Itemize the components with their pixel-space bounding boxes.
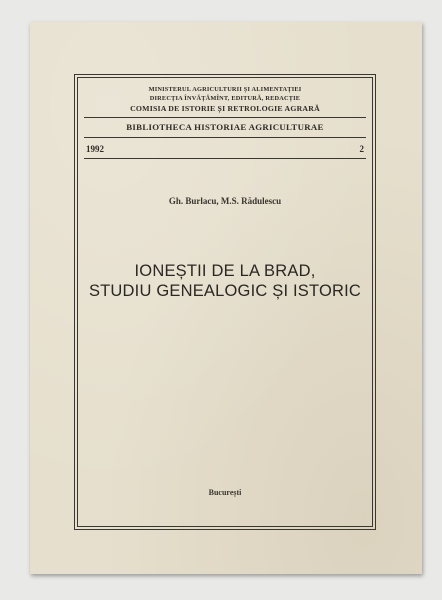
book-title-line-2: STUDIU GENEALOGIC ȘI ISTORIC: [88, 282, 362, 300]
book-title: [78, 261, 372, 301]
book-title-line-1: IONEȘTII DE LA BRAD,: [134, 262, 316, 280]
divider-series: [84, 137, 366, 138]
publisher-department: DIRECȚIA ÎNVĂȚĂMÎNT, EDITURĂ, REDACȚIE: [149, 95, 301, 102]
divider-year: [84, 158, 366, 159]
book-cover: [30, 22, 422, 574]
cover-frame: [74, 74, 376, 530]
publisher-commission: COMISIA DE ISTORIE ȘI RETROLOGIE AGRARĂ: [130, 104, 320, 113]
divider-top: [84, 117, 366, 118]
series-title: BIBLIOTHECA HISTORIAE AGRICULTURAE: [126, 122, 324, 132]
publication-year: 1992: [86, 144, 104, 154]
volume-number: 2: [359, 144, 364, 154]
authors: Gh. Burlacu, M.S. Rădulescu: [168, 196, 282, 206]
publisher-ministry: MINISTERUL AGRICULTURII ȘI ALIMENTAȚIEI: [148, 86, 302, 93]
cover-inner-frame: [77, 77, 373, 527]
publisher-block: [78, 85, 372, 114]
publication-place: București: [208, 488, 242, 497]
